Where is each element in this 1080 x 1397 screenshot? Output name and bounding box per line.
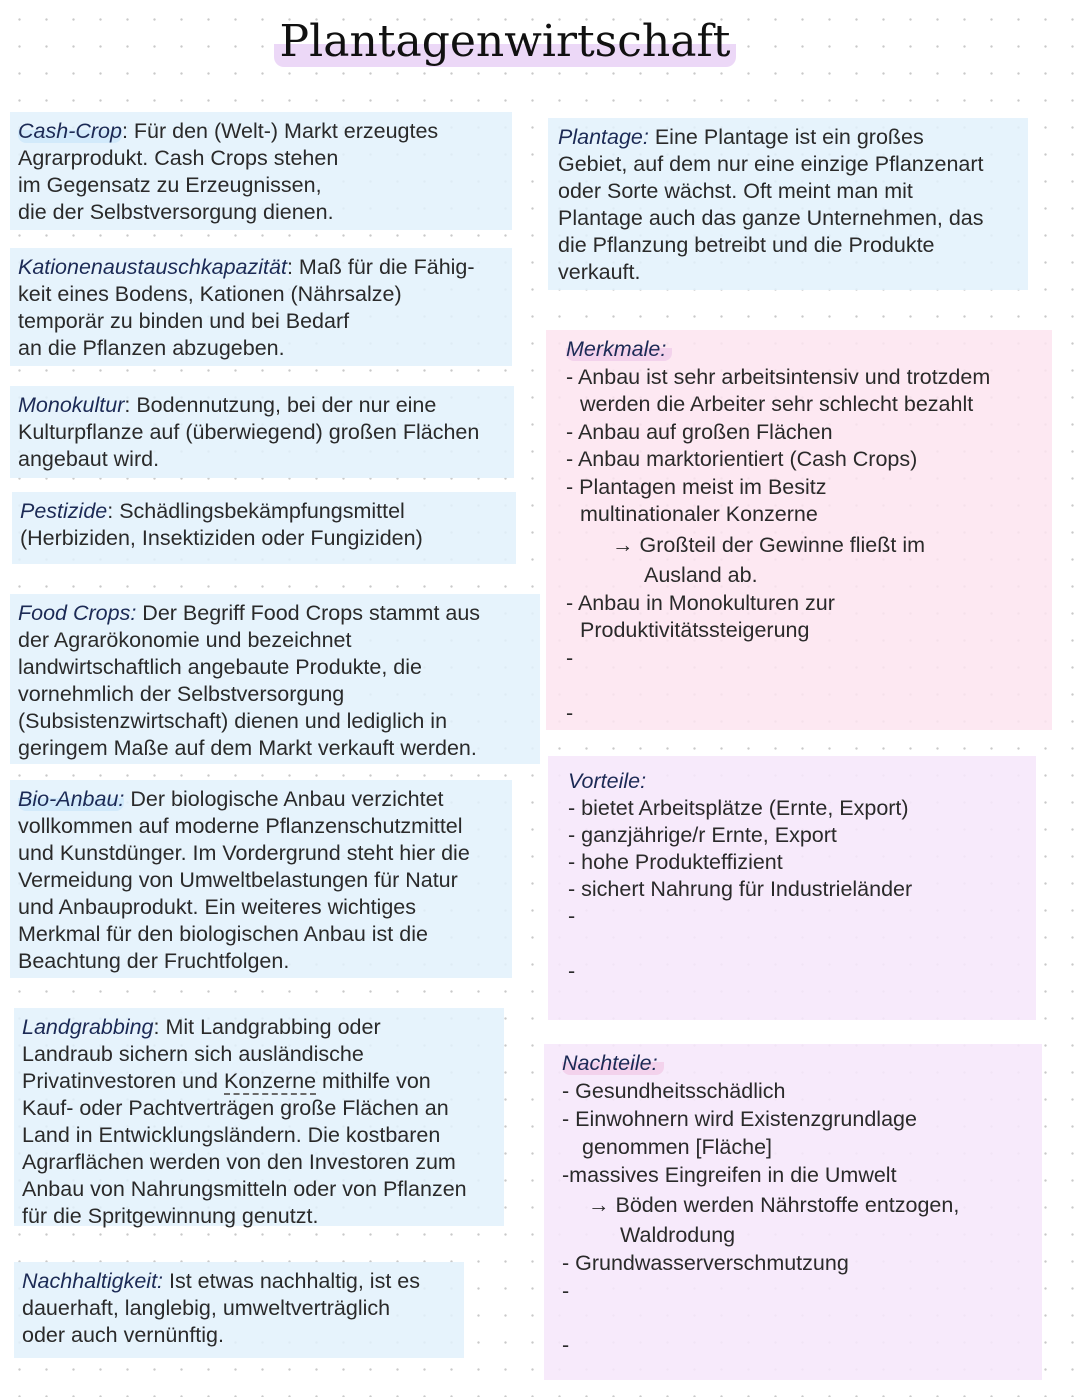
term-pestizide: Pestizide bbox=[20, 499, 108, 523]
list-item: - Anbau auf großen Flächen bbox=[566, 419, 833, 444]
list-item: - ganzjährige/r Ernte, Export bbox=[568, 823, 837, 847]
definition-monokultur: Monokultur: Bodennutzung, bei der nur eine Kulturpflanze auf (überwiegend) großen Flächen angebaut wird. bbox=[10, 386, 514, 478]
list-item: - Grundwasserverschmutzung bbox=[562, 1251, 849, 1275]
list-item: → Böden werden Nährstoffe entzogen, bbox=[588, 1193, 960, 1217]
list-item: - bbox=[568, 904, 576, 928]
term-nachhaltigkeit: Nachhaltigkeit: bbox=[22, 1269, 164, 1293]
list-item: genommen [Fläche] bbox=[582, 1135, 773, 1159]
list-item: - bbox=[562, 1279, 570, 1303]
nachteile-box bbox=[544, 1044, 1042, 1380]
definition-cash-crop: Cash-Crop: Für den (Welt-) Markt erzeugtes Agrarprodukt. Cash Crops stehen im Gegensatz zu Erzeugnissen, die der Selbstversorgung dienen. bbox=[10, 112, 512, 230]
definition-nachhaltigkeit: Nachhaltigkeit: Ist etwas nachhaltig, ist es dauerhaft, langlebig, umweltverträglich oder auch vernünftig. bbox=[14, 1262, 464, 1358]
vorteile-list bbox=[568, 795, 1028, 985]
list-item: - bbox=[566, 701, 574, 725]
definition-pestizide: Pestizide: Schädlingsbekämpfungsmittel (Herbiziden, Insektiziden oder Fungiziden) bbox=[12, 492, 516, 564]
list-item: - Gesundheitsschädlich bbox=[562, 1079, 786, 1103]
list-item: - Anbau in Monokulturen zur bbox=[566, 590, 835, 615]
definition-landgrabbing: Landgrabbing: Mit Landgrabbing oder Landraub sichern sich ausländische Privatinvestoren und Konzerne mithilfe von Kauf- oder Pachtverträgen große Flächen an Land in Entwicklungsländern. Die kostbaren Agrarflächen werden von den Investoren zum Anbau von Nahrungsmitteln oder von Pflanzen für die Spritgewinnung genutzt. bbox=[14, 1008, 504, 1226]
page-title: Plantagenwirtschaft bbox=[0, 16, 1010, 67]
list-item: Ausland ab. bbox=[644, 563, 758, 587]
list-item: → Großteil der Gewinne fließt im bbox=[612, 532, 926, 557]
list-item: multinationaler Konzerne bbox=[580, 502, 818, 526]
list-item: - bbox=[566, 645, 574, 670]
vorteile-heading: Vorteile: bbox=[568, 769, 647, 793]
term-bio-anbau: Bio-Anbau: bbox=[18, 787, 125, 811]
term-plantage: Plantage: bbox=[558, 125, 649, 149]
list-item: Produktivitätssteigerung bbox=[580, 618, 810, 642]
term-monokultur: Monokultur bbox=[18, 393, 125, 417]
definition-kationenaustauschkapazitaet: Kationenaustauschkapazität: Maß für die Fähig- keit eines Bodens, Kationen (Nährsalze) temporär zu binden und bei Bedarf an die Pflanzen abzugeben. bbox=[10, 248, 512, 366]
term-cash-crop: Cash-Crop bbox=[18, 119, 122, 143]
list-item: - Einwohnern wird Existenzgrundlage bbox=[562, 1107, 917, 1131]
list-item: - bbox=[562, 1333, 570, 1357]
nachteile-list bbox=[562, 1077, 1034, 1359]
term-kationenaustauschkapazitaet: Kationenaustauschkapazität bbox=[18, 255, 287, 279]
vorteile-box bbox=[548, 756, 1036, 1020]
list-item: Waldrodung bbox=[620, 1223, 736, 1247]
underlined-word: Konzerne bbox=[223, 1069, 317, 1093]
list-item: - bietet Arbeitsplätze (Ernte, Export) bbox=[568, 796, 909, 820]
list-item: -massives Eingreifen in die Umwelt bbox=[562, 1163, 897, 1187]
term-landgrabbing: Landgrabbing bbox=[22, 1015, 154, 1039]
definition-bio-anbau: Bio-Anbau: Der biologische Anbau verzichtet vollkommen auf moderne Pflanzenschutzmittel und Kunstdünger. Im Vordergrund steht hier die Vermeidung von Umweltbelastungen für Natur und Anbauprodukt. Ein weiteres wichtiges Merkmal für den biologischen Anbau ist die Beachtung der Fruchtfolgen. bbox=[10, 780, 512, 978]
list-item: - sichert Nahrung für Industrieländer bbox=[568, 877, 913, 901]
list-item: - bbox=[568, 959, 576, 983]
nachteile-heading: Nachteile: bbox=[562, 1050, 664, 1077]
merkmale-box bbox=[546, 330, 1052, 730]
term-food-crops: Food Crops: bbox=[18, 601, 137, 625]
list-item: werden die Arbeiter sehr schlecht bezahlt bbox=[580, 392, 974, 416]
definition-food-crops: Food Crops: Der Begriff Food Crops stammt aus der Agrarökonomie und bezeichnet landwirtschaftlich angebaute Produkte, die vornehmlich der Selbstversorgung (Subsistenzwirtschaft) dienen und lediglich in geringem Maße auf dem Markt verkauft werden. bbox=[10, 594, 540, 764]
list-item: - Anbau ist sehr arbeitsintensiv und trotzdem bbox=[566, 364, 991, 389]
definition-plantage: Plantage: Eine Plantage ist ein großes Gebiet, auf dem nur eine einzige Pflanzenart oder Sorte wächst. Oft meint man mit Plantage auch das ganze Unternehmen, das die Pflanzung betreibt und die Produkte verkauft. bbox=[548, 118, 1028, 290]
list-item: - hohe Produkteffizient bbox=[568, 850, 783, 874]
list-item: - Plantagen meist im Besitz bbox=[566, 474, 827, 499]
merkmale-heading: Merkmale: bbox=[566, 336, 672, 364]
merkmale-list bbox=[566, 364, 1044, 728]
list-item: - Anbau marktorientiert (Cash Crops) bbox=[566, 447, 918, 471]
